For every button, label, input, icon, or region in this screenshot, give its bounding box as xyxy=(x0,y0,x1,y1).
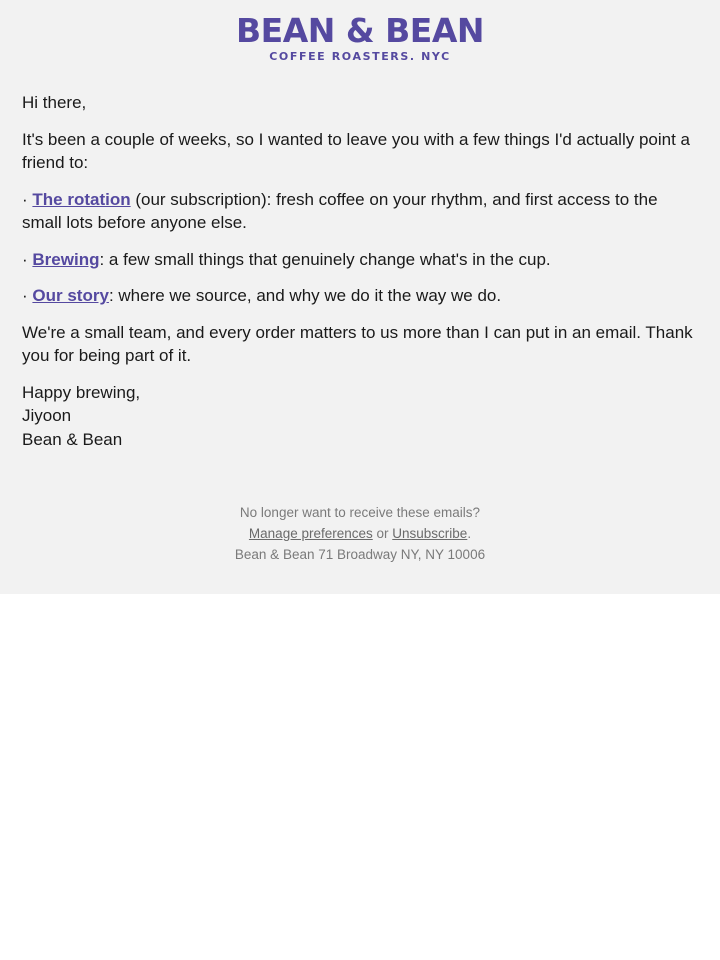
bullet-marker: · xyxy=(22,249,28,269)
signoff-company: Bean & Bean xyxy=(22,429,123,449)
unsubscribe-link[interactable]: Unsubscribe xyxy=(392,526,468,541)
list-item-text: (our subscription): fresh coffee on your rhythm, and first access to the small lots before anyone else. xyxy=(22,189,658,232)
our-story-link[interactable]: Our story xyxy=(32,286,109,305)
rotation-link[interactable]: The rotation xyxy=(32,189,131,209)
list-item xyxy=(22,284,698,308)
brand-tagline: COFFEE ROASTERS. NYC xyxy=(269,50,451,63)
signoff-line: Happy brewing, xyxy=(22,382,141,402)
preferences-line xyxy=(0,523,720,544)
manage-preferences-link[interactable]: Manage preferences xyxy=(248,526,373,541)
email-content xyxy=(22,91,698,451)
email-footer xyxy=(0,502,720,565)
closing-paragraph: We're a small team, and every order matters to us more than I can put in an email. Thank you for being part of it. xyxy=(22,322,693,365)
bullet-marker: · xyxy=(22,189,28,209)
brewing-link[interactable]: Brewing xyxy=(32,249,100,269)
bullet-marker: · xyxy=(22,286,28,305)
intro-paragraph: It's been a couple of weeks, so I wanted to leave you with a few things I'd actually point a friend to: xyxy=(22,129,690,172)
greeting: Hi there, xyxy=(22,93,87,112)
list-item xyxy=(22,248,698,272)
list-item-text: : a few small things that genuinely change what's in the cup. xyxy=(99,249,551,269)
brand-name: BEAN & BEAN xyxy=(236,11,484,50)
or-text: or xyxy=(372,526,393,541)
period-text: . xyxy=(467,526,472,541)
signoff xyxy=(22,381,698,452)
signoff-name: Jiyoon xyxy=(22,406,72,425)
brand-logo xyxy=(22,0,698,64)
company-address: Bean & Bean 71 Broadway NY, NY 10006 xyxy=(234,547,486,562)
list-item xyxy=(22,188,698,235)
list-item-text: : where we source, and why we do it the way we do. xyxy=(108,286,502,305)
unsubscribe-question: No longer want to receive these emails? xyxy=(239,505,481,520)
